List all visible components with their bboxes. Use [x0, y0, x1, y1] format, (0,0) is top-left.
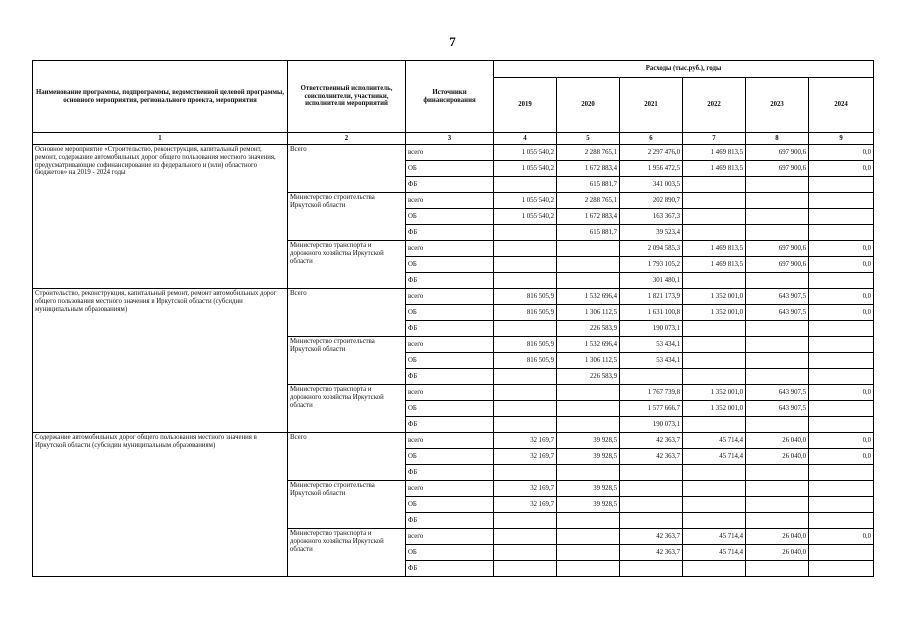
funding-source-cell: ОБ — [406, 257, 494, 273]
amount-cell — [683, 321, 746, 337]
executor-cell: Министерство строительства Иркутской области — [288, 337, 406, 385]
amount-cell — [620, 481, 683, 497]
column-number-row — [33, 133, 874, 145]
column-number: 4 — [494, 133, 557, 145]
amount-cell — [809, 193, 874, 209]
amount-cell — [746, 353, 809, 369]
funding-source-cell: ОБ — [406, 161, 494, 177]
executor-cell: Всего — [288, 145, 406, 193]
amount-cell — [557, 273, 620, 289]
amount-cell: 42 363,7 — [620, 449, 683, 465]
amount-cell — [494, 513, 557, 529]
funding-source-cell: ФБ — [406, 369, 494, 385]
amount-cell: 190 073,1 — [620, 321, 683, 337]
amount-cell: 0,0 — [809, 385, 874, 401]
amount-cell — [809, 481, 874, 497]
program-name-cell: Строительство, реконструкция, капитальный ремонт, ремонт автомобильных дорог общего пользования местного значения в Иркутской области (субсидии муниципальным образованиям) — [33, 289, 288, 433]
amount-cell — [746, 481, 809, 497]
amount-cell: 341 003,5 — [620, 177, 683, 193]
amount-cell: 0,0 — [809, 433, 874, 449]
amount-cell: 816 505,9 — [494, 305, 557, 321]
amount-cell — [494, 545, 557, 561]
amount-cell: 45 714,4 — [683, 449, 746, 465]
amount-cell: 1 672 883,4 — [557, 209, 620, 225]
header-source: Источники финансирования — [406, 61, 494, 133]
amount-cell: 0,0 — [809, 529, 874, 545]
amount-cell — [494, 369, 557, 385]
amount-cell — [746, 225, 809, 241]
amount-cell: 1 306 112,5 — [557, 353, 620, 369]
amount-cell — [494, 385, 557, 401]
funding-source-cell: всего — [406, 193, 494, 209]
amount-cell: 32 169,7 — [494, 481, 557, 497]
table-body — [33, 133, 874, 577]
amount-cell: 39 928,5 — [557, 497, 620, 513]
amount-cell: 0,0 — [809, 289, 874, 305]
amount-cell — [809, 513, 874, 529]
amount-cell: 32 169,7 — [494, 497, 557, 513]
executor-cell: Министерство транспорта и дорожного хозяйства Иркутской области — [288, 529, 406, 577]
amount-cell: 2 094 585,3 — [620, 241, 683, 257]
amount-cell: 301 480,1 — [620, 273, 683, 289]
funding-source-cell: ФБ — [406, 321, 494, 337]
amount-cell — [494, 225, 557, 241]
amount-cell: 1 055 540,2 — [494, 193, 557, 209]
column-number: 5 — [557, 133, 620, 145]
amount-cell: 53 434,1 — [620, 353, 683, 369]
funding-source-cell: ФБ — [406, 513, 494, 529]
amount-cell: 39 928,5 — [557, 481, 620, 497]
table-row — [33, 289, 874, 305]
amount-cell — [620, 497, 683, 513]
amount-cell: 697 900,6 — [746, 161, 809, 177]
amount-cell: 45 714,4 — [683, 529, 746, 545]
funding-source-cell: всего — [406, 481, 494, 497]
funding-source-cell: ФБ — [406, 273, 494, 289]
amount-cell — [683, 177, 746, 193]
amount-cell — [557, 241, 620, 257]
column-number: 6 — [620, 133, 683, 145]
amount-cell: 26 040,0 — [746, 433, 809, 449]
amount-cell: 32 169,7 — [494, 449, 557, 465]
amount-cell — [809, 465, 874, 481]
amount-cell — [620, 561, 683, 577]
amount-cell — [494, 241, 557, 257]
header-year: 2021 — [620, 78, 683, 133]
amount-cell — [809, 177, 874, 193]
header-year: 2019 — [494, 78, 557, 133]
amount-cell: 42 363,7 — [620, 529, 683, 545]
amount-cell: 643 907,5 — [746, 385, 809, 401]
funding-source-cell: ОБ — [406, 545, 494, 561]
amount-cell: 615 881,7 — [557, 225, 620, 241]
executor-cell: Министерство строительства Иркутской области — [288, 481, 406, 529]
header-executor: Ответственный исполнитель, соисполнители, участники, исполнители мероприятий — [288, 61, 406, 133]
amount-cell: 32 169,7 — [494, 433, 557, 449]
amount-cell: 39 928,5 — [557, 449, 620, 465]
funding-source-cell: ОБ — [406, 353, 494, 369]
amount-cell — [557, 513, 620, 529]
funding-source-cell: всего — [406, 145, 494, 161]
amount-cell — [746, 497, 809, 513]
amount-cell: 697 900,6 — [746, 257, 809, 273]
funding-source-cell: ФБ — [406, 561, 494, 577]
amount-cell: 2 288 765,1 — [557, 145, 620, 161]
funding-source-cell: всего — [406, 337, 494, 353]
amount-cell — [494, 401, 557, 417]
column-number: 9 — [809, 133, 874, 145]
amount-cell — [683, 273, 746, 289]
amount-cell — [494, 417, 557, 433]
amount-cell — [683, 337, 746, 353]
amount-cell: 2 288 765,1 — [557, 193, 620, 209]
amount-cell — [746, 369, 809, 385]
amount-cell: 1 469 813,5 — [683, 241, 746, 257]
amount-cell: 190 073,1 — [620, 417, 683, 433]
funding-source-cell: ФБ — [406, 225, 494, 241]
amount-cell: 226 583,9 — [557, 321, 620, 337]
amount-cell — [746, 561, 809, 577]
funding-source-cell: ОБ — [406, 497, 494, 513]
column-number: 1 — [33, 133, 288, 145]
amount-cell: 1 055 540,2 — [494, 161, 557, 177]
column-number: 8 — [746, 133, 809, 145]
header-year: 2020 — [557, 78, 620, 133]
funding-source-cell: всего — [406, 433, 494, 449]
amount-cell: 0,0 — [809, 449, 874, 465]
funding-source-cell: ОБ — [406, 305, 494, 321]
amount-cell: 26 040,0 — [746, 545, 809, 561]
amount-cell — [683, 561, 746, 577]
amount-cell: 1 352 001,0 — [683, 305, 746, 321]
amount-cell — [746, 321, 809, 337]
amount-cell — [683, 497, 746, 513]
funding-source-cell: ОБ — [406, 401, 494, 417]
amount-cell — [809, 353, 874, 369]
amount-cell: 39 928,5 — [557, 433, 620, 449]
amount-cell: 643 907,5 — [746, 401, 809, 417]
funding-source-cell: всего — [406, 385, 494, 401]
amount-cell: 53 434,1 — [620, 337, 683, 353]
amount-cell: 1 352 001,0 — [683, 385, 746, 401]
amount-cell: 615 881,7 — [557, 177, 620, 193]
program-name-cell: Основное мероприятие «Строительство, реконструкция, капитальный ремонт, ремонт, содержание автомобильных дорог общего пользования местного значения, предусматривающие софинансирование из федерального и (или) областного бюджетов» на 2019 - 2024 годы — [33, 145, 288, 289]
amount-cell — [746, 337, 809, 353]
amount-cell: 0,0 — [809, 161, 874, 177]
amount-cell: 1 793 105,2 — [620, 257, 683, 273]
amount-cell — [683, 481, 746, 497]
amount-cell: 0,0 — [809, 241, 874, 257]
amount-cell — [746, 209, 809, 225]
amount-cell — [620, 369, 683, 385]
funding-source-cell: всего — [406, 241, 494, 257]
amount-cell: 0,0 — [809, 257, 874, 273]
amount-cell — [809, 369, 874, 385]
page-number: 7 — [449, 34, 456, 49]
amount-cell: 226 583,9 — [557, 369, 620, 385]
amount-cell — [809, 401, 874, 417]
amount-cell — [683, 225, 746, 241]
amount-cell — [683, 369, 746, 385]
amount-cell — [746, 513, 809, 529]
amount-cell: 1 532 696,4 — [557, 289, 620, 305]
amount-cell: 1 767 739,8 — [620, 385, 683, 401]
amount-cell: 1 956 472,5 — [620, 161, 683, 177]
column-number: 2 — [288, 133, 406, 145]
funding-source-cell: ФБ — [406, 417, 494, 433]
amount-cell: 0,0 — [809, 145, 874, 161]
amount-cell — [809, 321, 874, 337]
amount-cell: 1 631 100,8 — [620, 305, 683, 321]
amount-cell — [557, 417, 620, 433]
budget-table — [32, 60, 874, 577]
amount-cell — [683, 353, 746, 369]
amount-cell — [746, 417, 809, 433]
amount-cell: 1 352 001,0 — [683, 401, 746, 417]
amount-cell — [494, 561, 557, 577]
header-year: 2024 — [809, 78, 874, 133]
amount-cell — [494, 257, 557, 273]
amount-cell — [557, 561, 620, 577]
amount-cell: 1 821 173,9 — [620, 289, 683, 305]
amount-cell: 1 469 813,5 — [683, 161, 746, 177]
amount-cell: 697 900,6 — [746, 241, 809, 257]
amount-cell — [683, 417, 746, 433]
amount-cell — [620, 513, 683, 529]
funding-source-cell: ОБ — [406, 449, 494, 465]
header-name: Наименование программы, подпрограммы, ведомственной целевой программы, основного мероприятия, регионального проекта, мероприятия — [33, 61, 288, 133]
amount-cell: 39 523,4 — [620, 225, 683, 241]
amount-cell — [809, 497, 874, 513]
amount-cell: 643 907,5 — [746, 305, 809, 321]
amount-cell: 26 040,0 — [746, 529, 809, 545]
amount-cell: 1 469 813,5 — [683, 145, 746, 161]
amount-cell: 202 890,7 — [620, 193, 683, 209]
amount-cell — [683, 513, 746, 529]
amount-cell: 42 363,7 — [620, 433, 683, 449]
amount-cell — [683, 465, 746, 481]
amount-cell — [809, 417, 874, 433]
funding-source-cell: ФБ — [406, 465, 494, 481]
amount-cell: 2 297 476,0 — [620, 145, 683, 161]
header-expenses: Расходы (тыс.руб.), годы — [494, 61, 874, 78]
amount-cell — [494, 529, 557, 545]
amount-cell: 45 714,4 — [683, 433, 746, 449]
amount-cell — [809, 337, 874, 353]
amount-cell: 1 306 112,5 — [557, 305, 620, 321]
amount-cell: 0,0 — [809, 305, 874, 321]
amount-cell — [557, 385, 620, 401]
executor-cell: Министерство транспорта и дорожного хозяйства Иркутской области — [288, 241, 406, 289]
amount-cell: 26 040,0 — [746, 449, 809, 465]
amount-cell: 816 505,9 — [494, 289, 557, 305]
amount-cell — [494, 273, 557, 289]
column-number: 7 — [683, 133, 746, 145]
funding-source-cell: ОБ — [406, 209, 494, 225]
amount-cell — [557, 257, 620, 273]
amount-cell — [557, 529, 620, 545]
header-year: 2023 — [746, 78, 809, 133]
amount-cell: 163 367,3 — [620, 209, 683, 225]
amount-cell — [746, 465, 809, 481]
executor-cell: Министерство строительства Иркутской области — [288, 193, 406, 241]
amount-cell — [557, 401, 620, 417]
funding-source-cell: всего — [406, 289, 494, 305]
amount-cell: 42 363,7 — [620, 545, 683, 561]
executor-cell: Всего — [288, 433, 406, 481]
amount-cell — [557, 465, 620, 481]
amount-cell: 1 469 813,5 — [683, 257, 746, 273]
executor-cell: Министерство транспорта и дорожного хозяйства Иркутской области — [288, 385, 406, 433]
amount-cell: 45 714,4 — [683, 545, 746, 561]
amount-cell: 1 352 001,0 — [683, 289, 746, 305]
header-year: 2022 — [683, 78, 746, 133]
amount-cell: 816 505,9 — [494, 353, 557, 369]
amount-cell: 1 055 540,2 — [494, 145, 557, 161]
amount-cell: 1 055 540,2 — [494, 209, 557, 225]
amount-cell — [746, 193, 809, 209]
program-name-cell: Содержание автомобильных дорог общего пользования местного значения в Иркутской области (субсидии муниципальным образованиям) — [33, 433, 288, 577]
amount-cell — [494, 321, 557, 337]
amount-cell: 1 672 883,4 — [557, 161, 620, 177]
amount-cell: 816 505,9 — [494, 337, 557, 353]
amount-cell — [746, 273, 809, 289]
amount-cell — [683, 209, 746, 225]
amount-cell — [746, 177, 809, 193]
executor-cell: Всего — [288, 289, 406, 337]
funding-source-cell: всего — [406, 529, 494, 545]
amount-cell — [809, 545, 874, 561]
funding-source-cell: ФБ — [406, 177, 494, 193]
amount-cell — [494, 177, 557, 193]
amount-cell: 1 532 696,4 — [557, 337, 620, 353]
amount-cell — [557, 545, 620, 561]
amount-cell — [494, 465, 557, 481]
amount-cell: 697 900,6 — [746, 145, 809, 161]
amount-cell: 1 577 666,7 — [620, 401, 683, 417]
amount-cell — [809, 225, 874, 241]
amount-cell — [683, 193, 746, 209]
amount-cell — [620, 465, 683, 481]
table-row — [33, 433, 874, 449]
column-number: 3 — [406, 133, 494, 145]
amount-cell: 643 907,5 — [746, 289, 809, 305]
amount-cell — [809, 561, 874, 577]
amount-cell — [809, 209, 874, 225]
amount-cell — [809, 273, 874, 289]
table-row — [33, 145, 874, 161]
